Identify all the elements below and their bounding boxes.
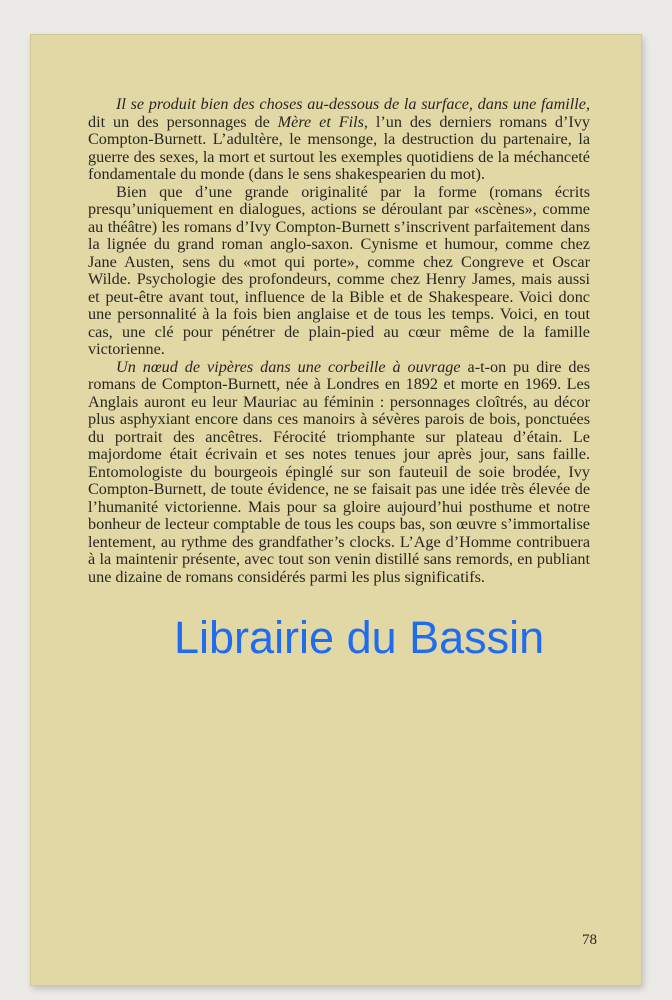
italic-run: Il se produit bien des choses au-dessous de la surface, dans une famille bbox=[116, 95, 586, 113]
italic-run: Mère et Fils bbox=[277, 112, 364, 131]
body-text bbox=[88, 96, 590, 586]
text-run: a-t-on pu dire des romans de Compton-Burnett, née à Londres en 1892 et morte en 1969. Les Anglais auront eu leur Mauriac au féminin : personnages cloîtrés, au décor plus asphyxiant encore dans ces manoirs à sévères parois de bois, ponctuées du portrait des ancêtres. Férocité triomphante sur plateau d’étain. Le majordome était écrivain et ses notes tenues jour après jour, sans faille. Entomologiste du bourgeois épinglé sur son fauteuil de soie brodée, Ivy Compton-Burnett, de toute évidence, ne se faisait pas une idée très élevée de l’humanité victorienne. Mais pour sa gloire aujourd’hui posthume et notre bonheur de lecteur comptable de tous les coups bas, son œuvre s’immortalise lentement, au rythme des grandfather’s clocks. L’Age d’Homme contribuera à la maintenir présente, avec tout son venin distillé sans remords, en publiant une dizaine de romans considérés parmi les plus significatifs. bbox=[88, 357, 590, 586]
italic-run: Un nœud de vipères dans une corbeille à ouvrage bbox=[116, 357, 461, 376]
watermark-text: Librairie du Bassin bbox=[174, 612, 545, 663]
page-number: 78 bbox=[582, 932, 597, 948]
paragraph-3 bbox=[88, 359, 590, 587]
text-run: , l’un des derniers romans d’Ivy Compton-Burnett. L’adultère, le mensonge, la destruction du partenaire, la guerre des sexes, la mort et surtout les exemples quotidiens de la méchanceté fondamentale du monde (dans le sens shakespearien du mot). bbox=[88, 112, 590, 183]
text-run: , dit un des personnages de bbox=[88, 95, 590, 131]
text-run: Bien que d’une grande originalité par la forme (romans écrits presqu’uniquement en dialogues, actions se déroulant par «scènes», comme au théâtre) les romans d’Ivy Compton-Burnett s’inscrivent parfaitement dans la lignée du grand roman anglo-saxon. Cynisme et humour, comme chez Jane Austen, sens du «mot qui porte», comme chez Congreve et Oscar Wilde. Psychologie des profondeurs, comme chez Henry James, mais aussi et peut-être avant tout, influence de la Bible et de Shakespeare. Voici donc une personnalité à la fois bien anglaise et de tous les temps. Voici, en tout cas, une clé pour pénétrer de plain-pied au cœur même de la famille victorienne. bbox=[88, 182, 590, 358]
paragraph-2 bbox=[88, 184, 590, 359]
paragraph-1 bbox=[88, 96, 590, 184]
